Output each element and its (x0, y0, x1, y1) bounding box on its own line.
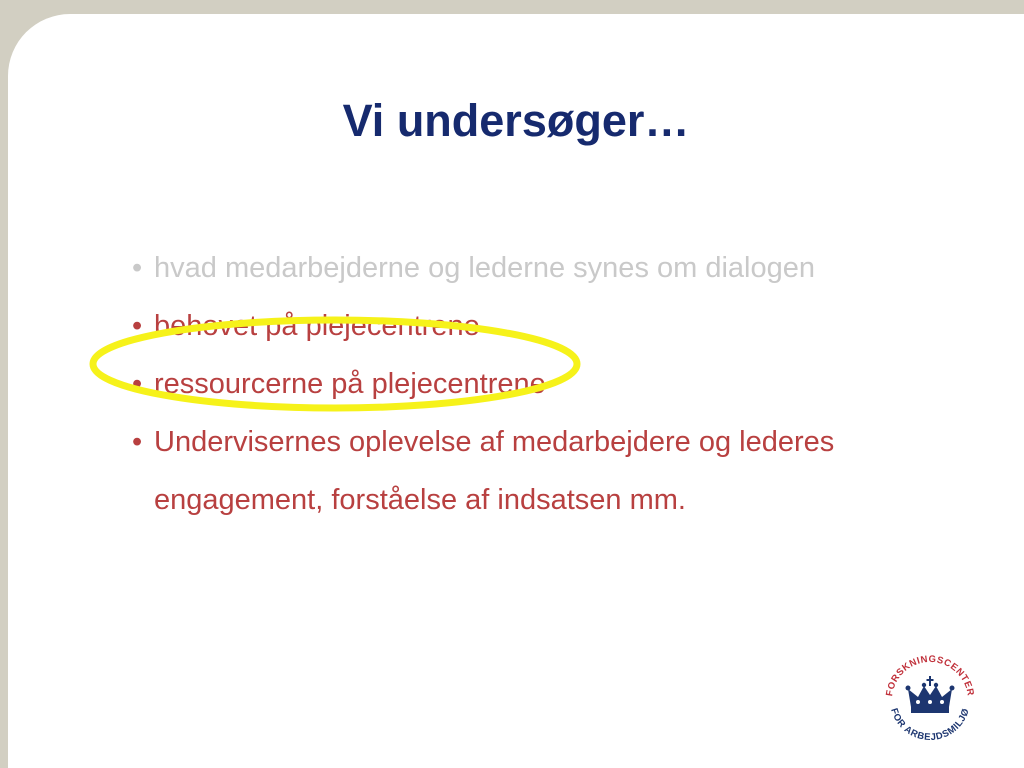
bullet-item-dialog (132, 239, 952, 297)
slide (8, 14, 1024, 768)
bullet-dot: • (132, 310, 143, 342)
slide-title: Vi undersøger… (342, 95, 690, 146)
crown-icon (906, 676, 955, 713)
bullet-item-behov (132, 297, 952, 355)
bullet-text: hvad medarbejderne og lederne synes om dialogen (154, 252, 815, 284)
svg-text:FORSKNINGSCENTER: FORSKNINGSCENTER (884, 653, 976, 697)
svg-text:FOR ARBEJDSMILJØ: FOR ARBEJDSMILJØ (888, 706, 972, 744)
bullet-item-undervisere (132, 413, 952, 529)
bullet-dot: • (132, 426, 143, 458)
forskningscenter-logo (880, 646, 980, 746)
bullet-item-ressourcer (132, 355, 952, 413)
bullet-dot: • (132, 252, 143, 284)
bullet-list (132, 239, 952, 529)
bullet-text: Undervisernes oplevelse af medarbejdere og lederes engagement, forståelse af indsatsen mm. (154, 426, 835, 516)
bullet-text: ressourcerne på plejecentrene (154, 368, 546, 400)
bullet-text: behovet på plejecentrene (154, 310, 480, 342)
bullet-dot: • (132, 368, 143, 400)
